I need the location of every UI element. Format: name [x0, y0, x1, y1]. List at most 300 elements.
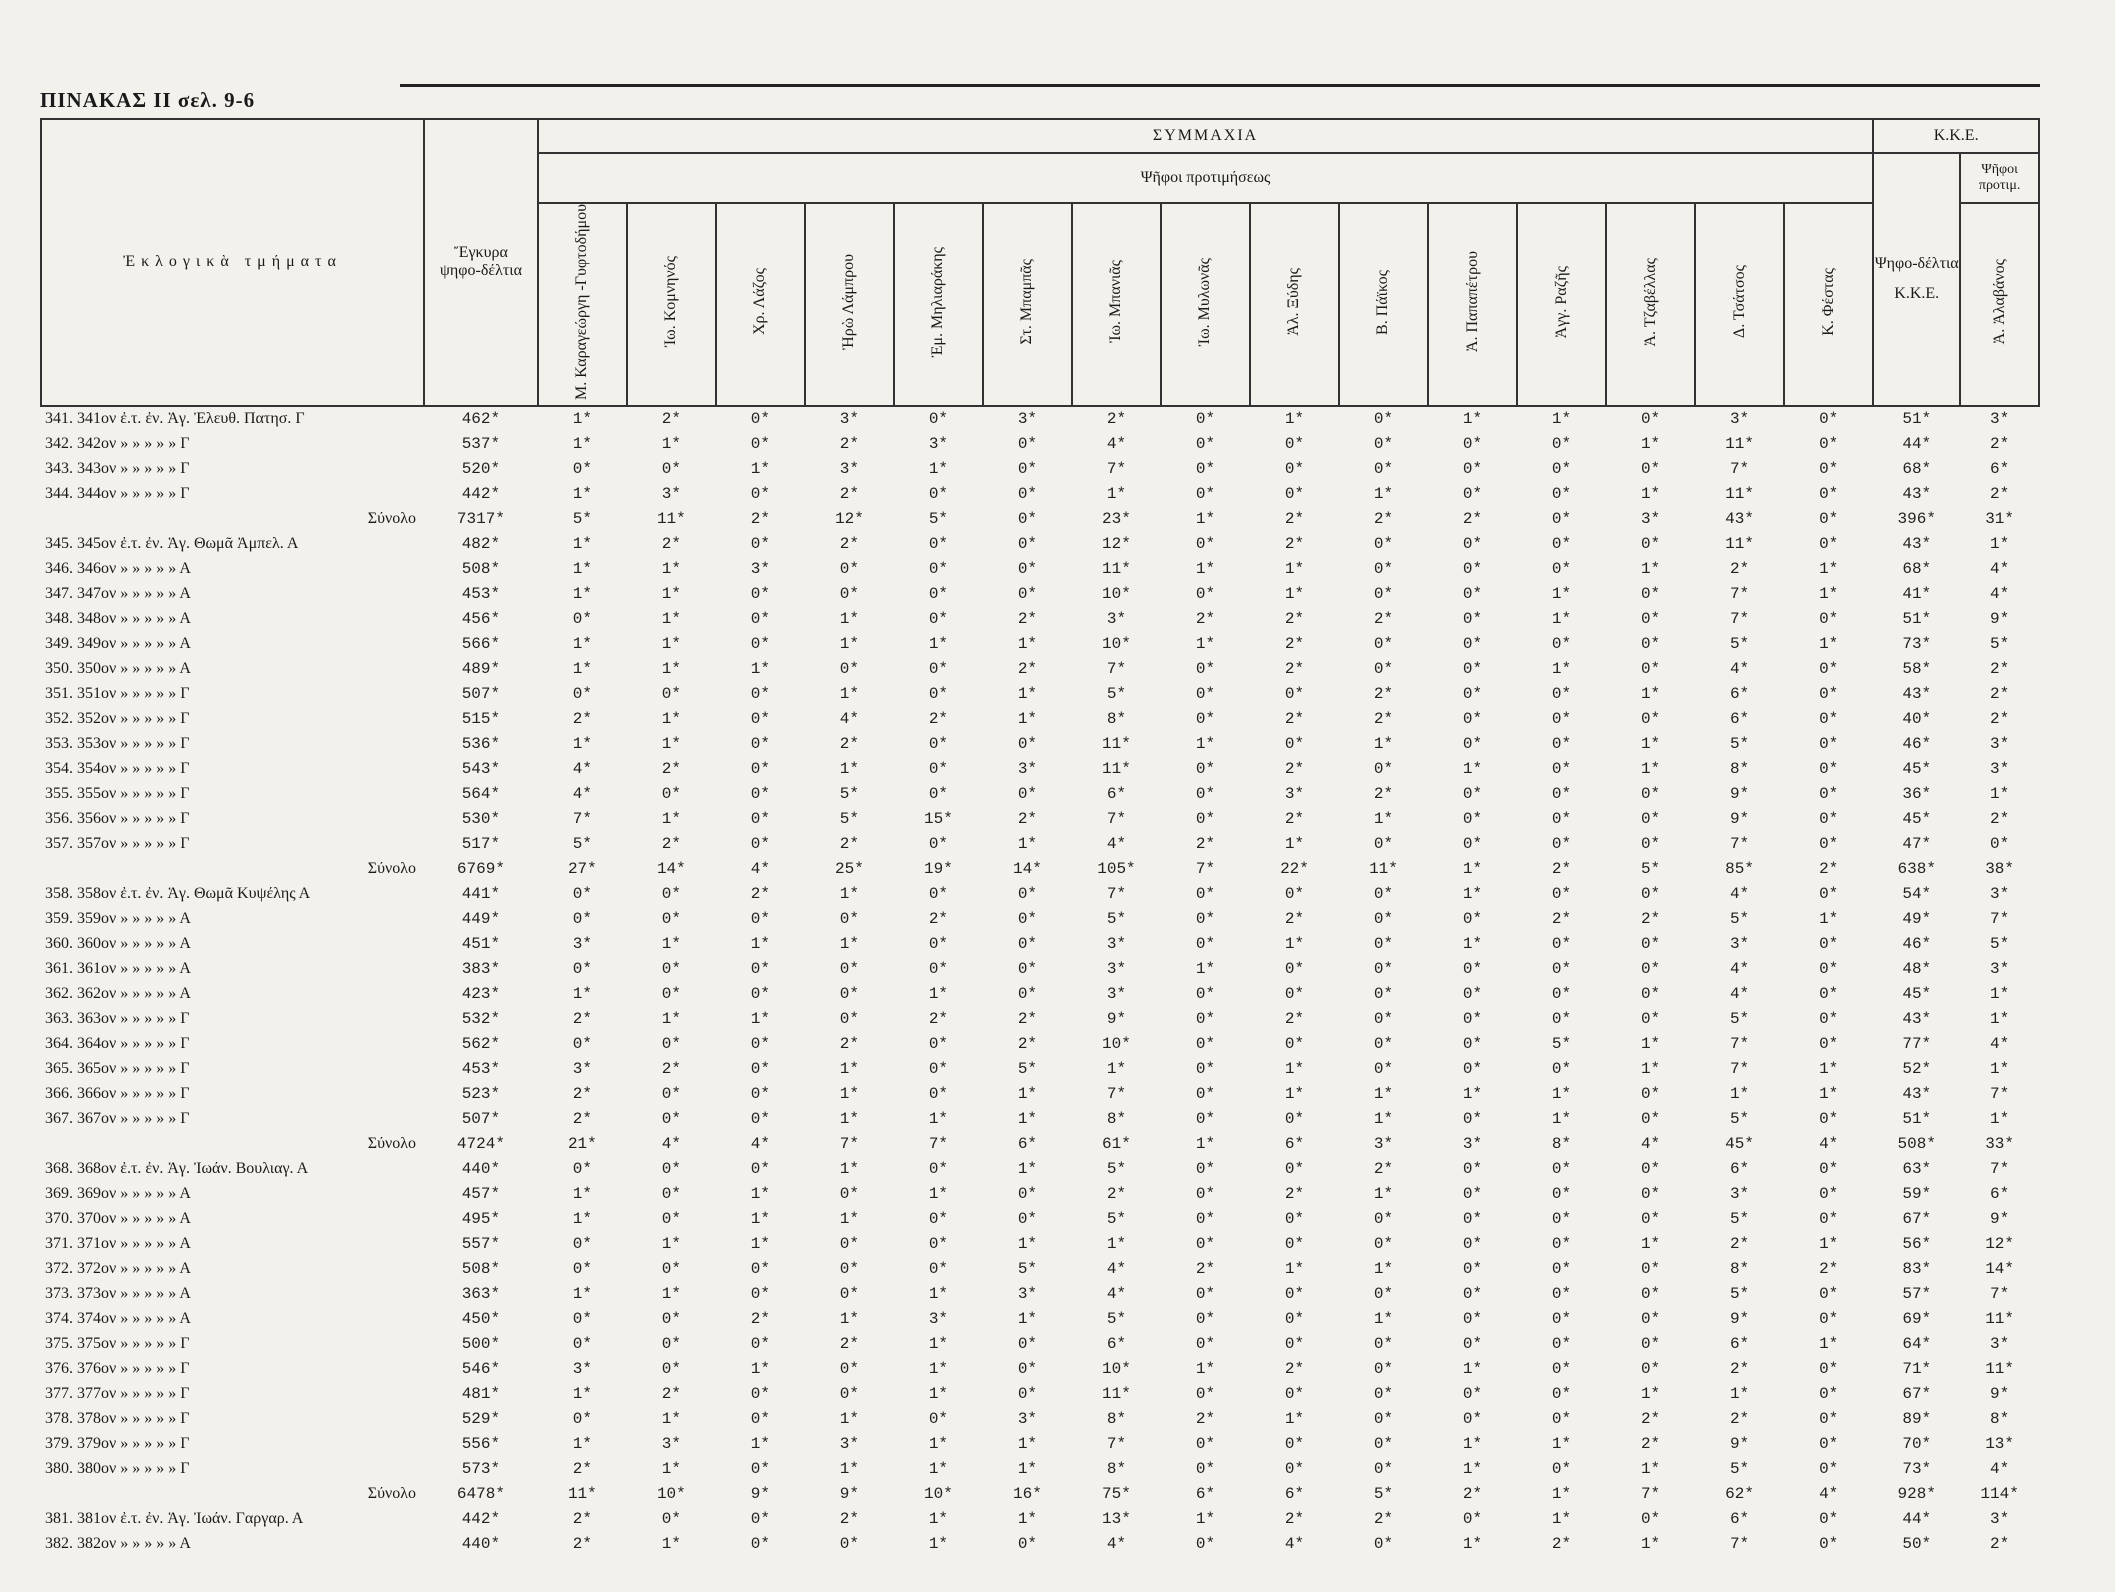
preference-votes: 10* [1102, 1035, 1131, 1054]
preference-votes: 0* [1462, 1235, 1483, 1254]
preference-votes: 1* [928, 635, 949, 654]
preference-votes: 7* [1106, 1435, 1127, 1454]
preference-votes: 7* [572, 810, 592, 829]
preference-votes: 0* [1462, 710, 1483, 729]
preference-votes: 0* [572, 1410, 592, 1429]
preference-votes: 0* [661, 1260, 681, 1279]
preference-votes: 4* [1819, 1485, 1839, 1504]
preference-votes: 7* [1106, 660, 1127, 679]
total-row [41, 1482, 2039, 1507]
preference-votes: 0* [1551, 885, 1572, 904]
preference-votes: 1* [661, 660, 681, 679]
preference-votes: 0* [1551, 1010, 1572, 1029]
preference-votes: 0* [1373, 1010, 1394, 1029]
preference-votes: 1* [1017, 1435, 1038, 1454]
preference-votes: 0* [1195, 1010, 1216, 1029]
preference-votes: 1* [750, 660, 770, 679]
preference-votes: 4* [839, 710, 859, 729]
preference-votes: 8* [1106, 710, 1127, 729]
preference-votes: 0* [1195, 1085, 1216, 1104]
preference-votes: 0* [1195, 460, 1216, 479]
table-row [41, 1257, 2039, 1282]
preference-votes: 0* [1640, 1110, 1661, 1129]
preference-votes: 1* [1195, 1135, 1216, 1154]
preference-votes: 2* [839, 735, 859, 754]
preference-votes: 0* [1551, 760, 1572, 779]
candidate-name: Β. Πάϊκος [1374, 269, 1392, 335]
preference-votes: 0* [1462, 985, 1483, 1004]
preference-votes: 2* [572, 1010, 592, 1029]
kke-pref-votes: 4* [1990, 560, 2010, 579]
preference-votes: 0* [1819, 1285, 1839, 1304]
preference-votes: 1* [1017, 635, 1038, 654]
preference-votes: 1* [928, 1335, 949, 1354]
kke-ballots: 64* [1902, 1335, 1932, 1354]
kke-pref-votes: 3* [1990, 885, 2010, 904]
preference-votes: 0* [1284, 685, 1305, 704]
preference-votes: 0* [1551, 560, 1572, 579]
preference-votes: 0* [572, 1335, 592, 1354]
valid-ballots: 508* [461, 1260, 501, 1279]
preference-votes: 0* [1819, 1435, 1839, 1454]
preference-votes: 1* [661, 585, 681, 604]
kke-ballots: 48* [1902, 960, 1932, 979]
preference-votes: 0* [1373, 535, 1394, 554]
preference-votes: 1* [661, 735, 681, 754]
preference-votes: 1* [1017, 1110, 1038, 1129]
preference-votes: 11* [567, 1485, 597, 1504]
preference-votes: 0* [572, 1310, 592, 1329]
section-label: 363. 363ον » » » » » Γ [45, 1010, 190, 1028]
preference-votes: 9* [1729, 1310, 1750, 1329]
preference-votes: 9* [1106, 1010, 1127, 1029]
preference-votes: 5* [1729, 1210, 1750, 1229]
preference-votes: 0* [1195, 1285, 1216, 1304]
preference-votes: 0* [1195, 1235, 1216, 1254]
candidate-header [1072, 203, 1161, 406]
preference-votes: 0* [1551, 1060, 1572, 1079]
valid-ballots: 462* [461, 410, 501, 429]
preference-votes: 3* [1017, 1285, 1038, 1304]
preference-votes: 0* [750, 1035, 770, 1054]
preference-votes: 1* [572, 535, 592, 554]
preference-votes: 0* [1640, 885, 1661, 904]
kke-pref-votes: 2* [1990, 810, 2010, 829]
preference-votes: 1* [1640, 1535, 1661, 1554]
preference-votes: 0* [1284, 960, 1305, 979]
kke-pref-header: Ψῆφοι προτιμ. [1960, 153, 2039, 203]
preference-votes: 1* [928, 1510, 949, 1529]
preferences-header: Ψῆφοι προτιμήσεως [538, 153, 1873, 203]
preference-votes: 4* [1106, 1535, 1127, 1554]
preference-votes: 2* [1195, 835, 1216, 854]
kke-ballots: 51* [1902, 410, 1932, 429]
candidate-header [627, 203, 716, 406]
preference-votes: 7* [928, 1135, 949, 1154]
preference-votes: 1* [1640, 735, 1661, 754]
preference-votes: 2* [1462, 510, 1483, 529]
kke-ballots: 928* [1897, 1485, 1936, 1504]
preference-votes: 2* [1373, 510, 1394, 529]
kke-ballots: 58* [1902, 660, 1932, 679]
preference-votes: 0* [1640, 1160, 1661, 1179]
table-row [41, 1307, 2039, 1332]
section-label: 376. 376ον » » » » » Γ [45, 1360, 190, 1378]
preference-votes: 0* [1373, 760, 1394, 779]
preference-votes: 0* [1462, 810, 1483, 829]
section-label: 342. 342ον » » » » » Γ [45, 435, 190, 453]
preference-votes: 0* [750, 1060, 770, 1079]
preference-votes: 43* [1725, 510, 1754, 529]
preference-votes: 0* [572, 1235, 592, 1254]
preference-votes: 2* [1284, 610, 1305, 629]
preference-votes: 0* [750, 685, 770, 704]
total-row [41, 507, 2039, 532]
preference-votes: 0* [572, 910, 592, 929]
preference-votes: 0* [839, 910, 859, 929]
table-row [41, 1432, 2039, 1457]
section-label: 369. 369ον » » » » » Α [45, 1185, 191, 1203]
section-label: 358. 358ον ἐ.τ. ἐν. Ἁγ. Θωμᾶ Κυψέλης Α [45, 885, 311, 903]
preference-votes: 4* [1106, 1260, 1127, 1279]
preference-votes: 1* [572, 560, 592, 579]
preference-votes: 1* [572, 485, 592, 504]
preference-votes: 1* [1284, 410, 1305, 429]
preference-votes: 5* [1017, 1260, 1038, 1279]
preference-votes: 1* [750, 1010, 770, 1029]
preference-votes: 2* [839, 835, 859, 854]
preference-votes: 1* [750, 1235, 770, 1254]
preference-votes: 3* [928, 1310, 949, 1329]
preference-votes: 0* [928, 785, 949, 804]
preference-votes: 9* [1729, 785, 1750, 804]
preference-votes: 3* [572, 1360, 592, 1379]
preference-votes: 1* [1373, 1185, 1394, 1204]
kke-pref-votes: 3* [1990, 735, 2010, 754]
preference-votes: 14* [1013, 860, 1042, 879]
preference-votes: 1* [1017, 685, 1038, 704]
preference-votes: 0* [1819, 760, 1839, 779]
preference-votes: 1* [572, 1385, 592, 1404]
preference-votes: 5* [1729, 1285, 1750, 1304]
preference-votes: 0* [1551, 835, 1572, 854]
preference-votes: 0* [1640, 985, 1661, 1004]
section-label: Σύνολο [367, 860, 416, 878]
preference-votes: 0* [1017, 935, 1038, 954]
candidate-header [1517, 203, 1606, 406]
preference-votes: 0* [1640, 635, 1661, 654]
preference-votes: 0* [1819, 685, 1839, 704]
table-row [41, 957, 2039, 982]
preference-votes: 0* [1373, 1535, 1394, 1554]
preference-votes: 1* [1819, 910, 1839, 929]
preference-votes: 2* [1640, 1435, 1661, 1454]
preference-votes: 1* [1640, 760, 1661, 779]
preference-votes: 4* [1729, 660, 1750, 679]
preference-votes: 7* [839, 1135, 859, 1154]
preference-votes: 0* [1819, 535, 1839, 554]
section-label: 344. 344ον » » » » » Γ [45, 485, 190, 503]
candidate-header [1606, 203, 1695, 406]
preference-votes: 1* [572, 435, 592, 454]
candidate-name: Χρ. Λάζος [751, 268, 769, 336]
preference-votes: 1* [572, 1285, 592, 1304]
preference-votes: 0* [1195, 660, 1216, 679]
preference-votes: 0* [1551, 1235, 1572, 1254]
preference-votes: 0* [661, 1360, 681, 1379]
preference-votes: 1* [1462, 760, 1483, 779]
kke-ballots: 46* [1902, 935, 1932, 954]
preference-votes: 0* [1462, 1110, 1483, 1129]
preference-votes: 1* [1195, 1510, 1216, 1529]
preference-votes: 0* [839, 985, 859, 1004]
valid-ballots: 566* [461, 635, 501, 654]
preference-votes: 0* [1640, 810, 1661, 829]
candidate-name: Ἠρὼ Λάμπρου [840, 254, 858, 350]
preference-votes: 2* [928, 710, 949, 729]
preference-votes: 5* [1373, 1485, 1394, 1504]
preference-votes: 2* [1017, 610, 1038, 629]
table-row [41, 1457, 2039, 1482]
preference-votes: 0* [572, 685, 592, 704]
preference-votes: 0* [1373, 985, 1394, 1004]
kke-pref-votes: 2* [1990, 1535, 2010, 1554]
preference-votes: 2* [1729, 1235, 1750, 1254]
preference-votes: 0* [1462, 460, 1483, 479]
table-row [41, 832, 2039, 857]
preference-votes: 0* [1462, 1060, 1483, 1079]
preference-votes: 2* [839, 435, 859, 454]
preference-votes: 0* [1017, 960, 1038, 979]
preference-votes: 0* [1640, 960, 1661, 979]
preference-votes: 2* [1819, 860, 1839, 879]
preference-votes: 2* [839, 1035, 859, 1054]
preference-votes: 0* [1195, 1035, 1216, 1054]
kke-pref-votes: 3* [1990, 760, 2010, 779]
kke-pref-votes: 6* [1990, 460, 2010, 479]
preference-votes: 0* [1462, 1285, 1483, 1304]
preference-votes: 0* [1462, 1260, 1483, 1279]
preference-votes: 7* [1106, 885, 1127, 904]
preference-votes: 1* [1195, 510, 1216, 529]
preference-votes: 0* [1462, 535, 1483, 554]
preference-votes: 0* [1284, 1235, 1305, 1254]
preference-votes: 0* [1819, 1010, 1839, 1029]
preference-votes: 0* [750, 1110, 770, 1129]
preference-votes: 3* [1017, 410, 1038, 429]
preference-votes: 4* [1729, 985, 1750, 1004]
section-label: 348. 348ον » » » » » Α [45, 610, 191, 628]
preference-votes: 5* [1106, 910, 1127, 929]
section-label: 380. 380ον » » » » » Γ [45, 1460, 190, 1478]
preference-votes: 7* [1106, 810, 1127, 829]
candidate-header [1695, 203, 1784, 406]
section-label: Σύνολο [367, 510, 416, 528]
preference-votes: 1* [1373, 1110, 1394, 1129]
preference-votes: 0* [1551, 960, 1572, 979]
preference-votes: 2* [572, 1510, 592, 1529]
preference-votes: 8* [1106, 1410, 1127, 1429]
preference-votes: 1* [928, 1460, 949, 1479]
kke-pref-votes: 11* [1985, 1360, 2015, 1379]
section-label: Σύνολο [367, 1135, 416, 1153]
preference-votes: 0* [572, 610, 592, 629]
preference-votes: 0* [1373, 1410, 1394, 1429]
preference-votes: 2* [928, 910, 949, 929]
preference-votes: 23* [1102, 510, 1131, 529]
preference-votes: 1* [1284, 585, 1305, 604]
preference-votes: 0* [750, 410, 770, 429]
preference-votes: 1* [1819, 635, 1839, 654]
kke-pref-votes: 1* [1990, 1010, 2010, 1029]
preference-votes: 0* [839, 960, 859, 979]
preference-votes: 0* [1373, 1335, 1394, 1354]
preference-votes: 0* [1195, 1460, 1216, 1479]
preference-votes: 0* [1195, 1210, 1216, 1229]
table-row [41, 1007, 2039, 1032]
preference-votes: 0* [1819, 1160, 1839, 1179]
preference-votes: 1* [1551, 1110, 1572, 1129]
valid-ballots: 457* [461, 1185, 501, 1204]
preference-votes: 1* [572, 1210, 592, 1229]
preference-votes: 10* [656, 1485, 686, 1504]
preference-votes: 0* [928, 410, 949, 429]
preference-votes: 0* [1373, 1360, 1394, 1379]
preference-votes: 7* [1106, 1085, 1127, 1104]
preference-votes: 12* [834, 510, 864, 529]
kke-ballots: 43* [1902, 1010, 1932, 1029]
preference-votes: 0* [839, 1385, 859, 1404]
preference-votes: 2* [1017, 1010, 1038, 1029]
preference-votes: 0* [1017, 985, 1038, 1004]
section-label: 352. 352ον » » » » » Γ [45, 710, 190, 728]
preference-votes: 0* [1284, 1285, 1305, 1304]
preference-votes: 7* [1106, 460, 1127, 479]
preference-votes: 9* [1729, 810, 1750, 829]
preference-votes: 1* [839, 1460, 859, 1479]
preference-votes: 0* [1373, 935, 1394, 954]
candidate-name: Στ. Μπαμπᾶς [1018, 259, 1036, 345]
preference-votes: 1* [1017, 1160, 1038, 1179]
section-label: 377. 377ον » » » » » Γ [45, 1385, 190, 1403]
preference-votes: 5* [1017, 1060, 1038, 1079]
preference-votes: 0* [1284, 1385, 1305, 1404]
preference-votes: 0* [1462, 1310, 1483, 1329]
preference-votes: 0* [661, 785, 681, 804]
preference-votes: 1* [750, 1360, 770, 1379]
preference-votes: 0* [572, 1260, 592, 1279]
preference-votes: 1* [572, 1435, 592, 1454]
preference-votes: 0* [1819, 660, 1839, 679]
preference-votes: 1* [1551, 1510, 1572, 1529]
preference-votes: 1* [1373, 485, 1394, 504]
preference-votes: 1* [1373, 735, 1394, 754]
kke-ballots: 59* [1902, 1185, 1932, 1204]
preference-votes: 8* [1729, 1260, 1750, 1279]
section-label: 381. 381ον ἐ.τ. ἐν. Ἁγ. Ἰωάν. Γαργαρ. Α [45, 1510, 304, 1528]
valid-ballots: 453* [461, 585, 501, 604]
table-row [41, 707, 2039, 732]
kke-ballots: 52* [1902, 1060, 1932, 1079]
preference-votes: 2* [572, 1460, 592, 1479]
preference-votes: 1* [1729, 1085, 1750, 1104]
preference-votes: 0* [1640, 460, 1661, 479]
table-row [41, 657, 2039, 682]
preference-votes: 0* [1017, 1360, 1038, 1379]
preference-votes: 1* [1462, 1535, 1483, 1554]
preference-votes: 11* [1102, 760, 1131, 779]
preference-votes: 7* [1729, 610, 1750, 629]
preference-votes: 0* [1462, 1185, 1483, 1204]
preference-votes: 0* [750, 710, 770, 729]
preference-votes: 5* [1729, 735, 1750, 754]
preference-votes: 2* [572, 710, 592, 729]
preference-votes: 3* [839, 410, 859, 429]
preference-votes: 2* [572, 1535, 592, 1554]
preference-votes: 0* [1819, 835, 1839, 854]
preference-votes: 0* [1195, 1060, 1216, 1079]
preference-votes: 1* [1819, 1085, 1839, 1104]
preference-votes: 7* [1195, 860, 1216, 879]
preference-votes: 4* [750, 860, 770, 879]
preference-votes: 0* [928, 1210, 949, 1229]
preference-votes: 3* [572, 1060, 592, 1079]
preference-votes: 1* [661, 1235, 681, 1254]
preference-votes: 0* [928, 1160, 949, 1179]
preference-votes: 0* [928, 610, 949, 629]
preference-votes: 0* [661, 885, 681, 904]
kke-pref-votes: 4* [1990, 1460, 2010, 1479]
preference-votes: 2* [1551, 1535, 1572, 1554]
preference-votes: 0* [839, 1360, 859, 1379]
table-row [41, 1032, 2039, 1057]
preference-votes: 1* [1017, 1085, 1038, 1104]
preference-votes: 1* [1017, 1310, 1038, 1329]
candidate-header [1339, 203, 1428, 406]
kke-ballots: 44* [1902, 1510, 1932, 1529]
preference-votes: 0* [1462, 610, 1483, 629]
preference-votes: 2* [1373, 785, 1394, 804]
preference-votes: 0* [1195, 710, 1216, 729]
valid-ballots: 515* [461, 710, 501, 729]
preference-votes: 5* [1729, 635, 1750, 654]
kke-pref-votes: 1* [1990, 1110, 2010, 1129]
valid-ballots: 363* [461, 1285, 501, 1304]
preference-votes: 3* [1106, 985, 1127, 1004]
table-row [41, 1182, 2039, 1207]
preference-votes: 0* [839, 1185, 859, 1204]
kke-pref-votes: 1* [1990, 535, 2010, 554]
kke-pref-votes: 3* [1990, 410, 2010, 429]
preference-votes: 2* [1373, 1510, 1394, 1529]
kke-pref-votes: 5* [1990, 935, 2010, 954]
preference-votes: 0* [661, 1085, 681, 1104]
preference-votes: 0* [750, 635, 770, 654]
preference-votes: 7* [1729, 585, 1750, 604]
preference-votes: 4* [750, 1135, 770, 1154]
table-row [41, 582, 2039, 607]
preference-votes: 0* [928, 1260, 949, 1279]
preference-votes: 2* [1284, 760, 1305, 779]
preference-votes: 0* [1640, 710, 1661, 729]
valid-ballots: 536* [461, 735, 501, 754]
kke-ballots: 51* [1902, 1110, 1932, 1129]
preference-votes: 0* [750, 810, 770, 829]
preference-votes: 3* [1640, 510, 1661, 529]
preference-votes: 0* [928, 685, 949, 704]
preference-votes: 1* [572, 585, 592, 604]
preference-votes: 1* [1819, 1060, 1839, 1079]
